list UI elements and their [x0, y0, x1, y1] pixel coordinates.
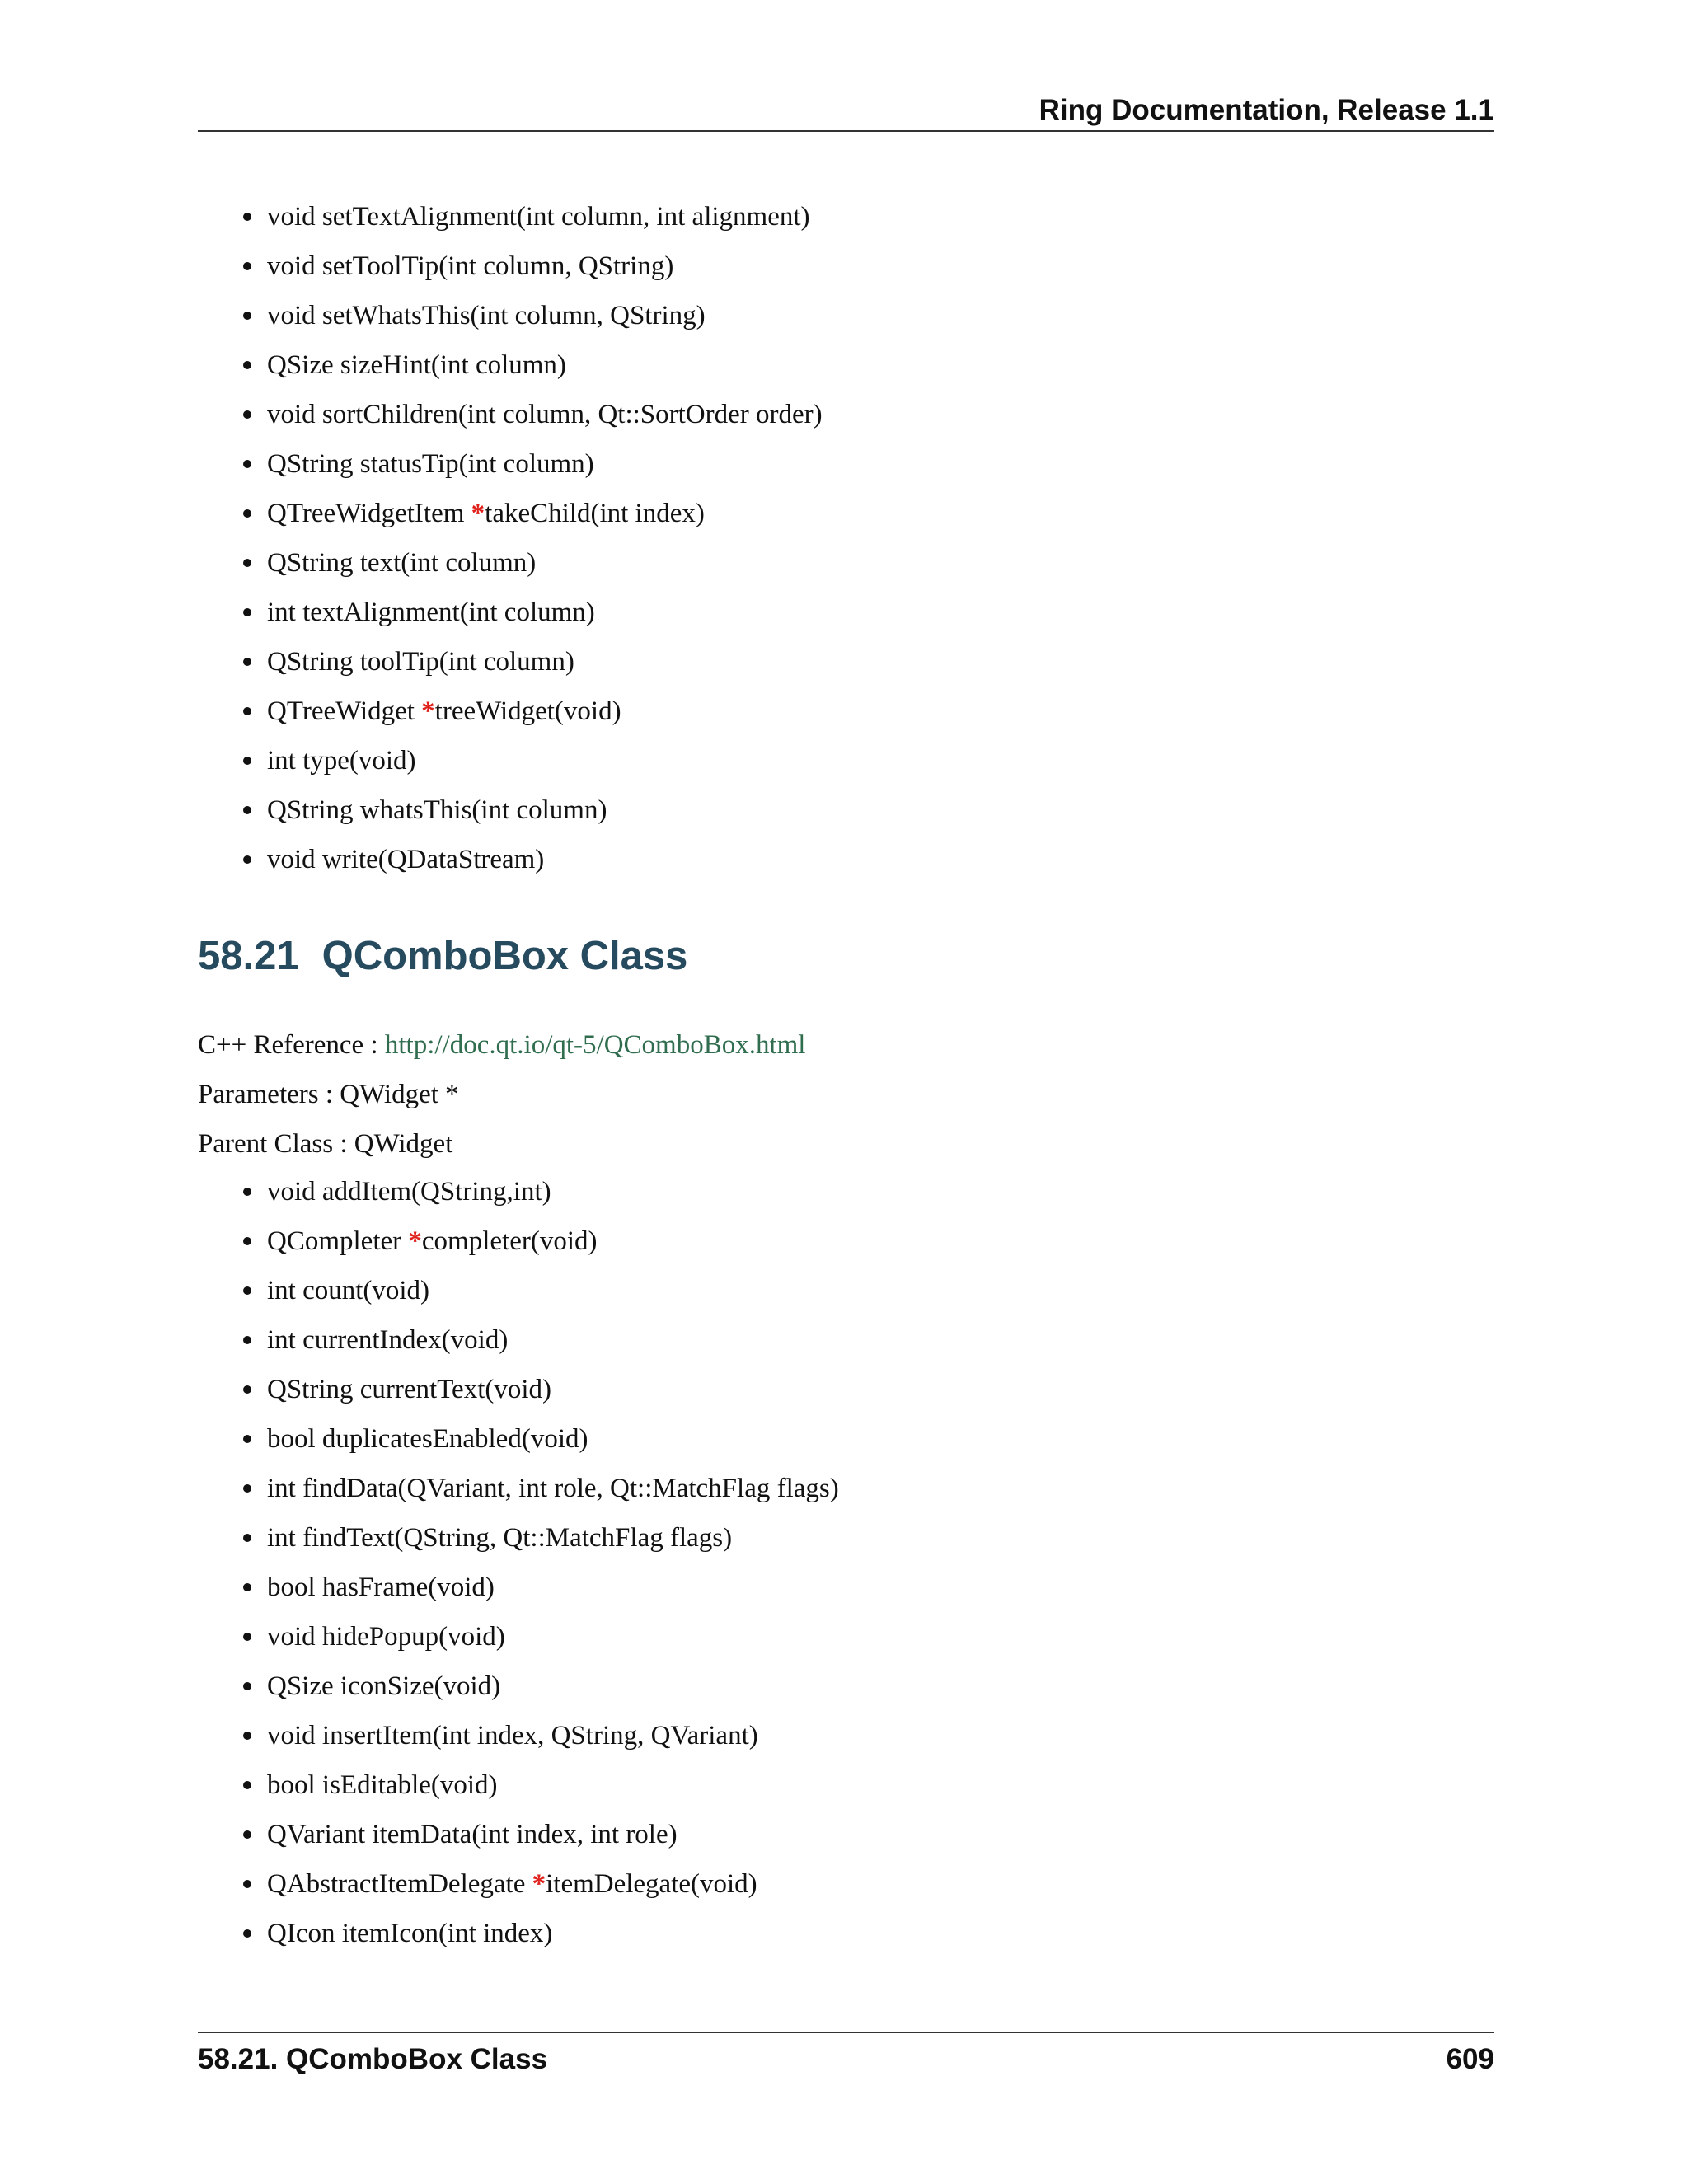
method-item: [241, 1321, 839, 1371]
method-item: [241, 1420, 839, 1469]
method-signature-rest: treeWidget(void): [434, 696, 621, 726]
section-number: 58.21: [198, 934, 299, 978]
method-signature: QString currentText(void): [267, 1375, 552, 1404]
page-number: 609: [1446, 2043, 1494, 2075]
page-footer: [198, 2032, 1494, 2083]
bullet-icon: [243, 608, 251, 616]
method-signature: int type(void): [267, 746, 416, 776]
method-signature: int textAlignment(int column): [267, 598, 595, 627]
pointer-marker: *: [471, 499, 485, 528]
method-item: [241, 1568, 839, 1618]
method-item: [241, 1519, 839, 1568]
page-header: [198, 89, 1494, 132]
bullet-icon: [243, 1880, 251, 1888]
method-signature: void setTextAlignment(int column, int alignment): [267, 202, 810, 232]
method-item: [241, 643, 823, 692]
method-item: [241, 1766, 839, 1816]
cpp-reference-label: C++ Reference :: [198, 1030, 385, 1060]
bullet-icon: [243, 1633, 251, 1641]
method-signature: QCompleter: [267, 1226, 409, 1256]
footer-section-title: 58.21. QComboBox Class: [198, 2043, 548, 2075]
bullet-icon: [243, 213, 251, 221]
bullet-icon: [243, 509, 251, 518]
method-signature: bool duplicatesEnabled(void): [267, 1424, 588, 1454]
bullet-icon: [243, 1534, 251, 1542]
bullet-icon: [243, 1188, 251, 1196]
qtreewidgetitem-method-list: [241, 198, 823, 890]
method-item: [241, 692, 823, 742]
method-signature: void setToolTip(int column, QString): [267, 251, 674, 281]
method-item: [241, 1371, 839, 1420]
section-heading: [198, 931, 687, 981]
method-item: [241, 841, 823, 890]
method-item: [241, 247, 823, 297]
method-item: [241, 1222, 839, 1272]
section-title: QComboBox Class: [321, 934, 688, 978]
method-item: [241, 198, 823, 247]
method-signature: QIcon itemIcon(int index): [267, 1919, 553, 1948]
bullet-icon: [243, 1732, 251, 1740]
method-signature-rest: takeChild(int index): [485, 499, 705, 528]
method-signature: QAbstractItemDelegate: [267, 1869, 532, 1899]
method-item: [241, 346, 823, 396]
bullet-icon: [243, 658, 251, 666]
method-item: [241, 445, 823, 494]
bullet-icon: [243, 1435, 251, 1443]
method-signature: QVariant itemData(int index, int role): [267, 1820, 678, 1849]
method-signature: QTreeWidget: [267, 696, 422, 726]
pointer-marker: *: [532, 1869, 546, 1899]
method-signature-rest: completer(void): [421, 1226, 598, 1256]
bullet-icon: [243, 757, 251, 765]
method-signature: int count(void): [267, 1276, 430, 1305]
bullet-icon: [243, 1286, 251, 1295]
method-item: [241, 1272, 839, 1321]
bullet-icon: [243, 1830, 251, 1839]
method-item: [241, 396, 823, 445]
method-item: [241, 1865, 839, 1915]
method-item: [241, 1717, 839, 1766]
bullet-icon: [243, 460, 251, 468]
parent-class-line: Parent Class : QWidget: [198, 1129, 453, 1159]
parameters-line: Parameters : QWidget *: [198, 1080, 459, 1109]
method-item: [241, 1173, 839, 1222]
document-title: Ring Documentation, Release 1.1: [1039, 94, 1494, 126]
bullet-icon: [243, 262, 251, 270]
method-signature: QString toolTip(int column): [267, 647, 574, 677]
method-item: [241, 593, 823, 643]
pointer-marker: *: [421, 696, 435, 726]
method-item: [241, 544, 823, 593]
method-signature: QString text(int column): [267, 548, 537, 578]
method-item: [241, 1816, 839, 1865]
method-signature: bool isEditable(void): [267, 1770, 498, 1800]
method-item: [241, 1667, 839, 1717]
bullet-icon: [243, 1336, 251, 1344]
method-signature: int findData(QVariant, int role, Qt::MatchFlag flags): [267, 1474, 839, 1503]
method-signature: QTreeWidgetItem: [267, 499, 471, 528]
cpp-reference-line: [198, 1026, 805, 1064]
method-signature: QString whatsThis(int column): [267, 795, 607, 825]
method-signature: void insertItem(int index, QString, QVariant): [267, 1721, 758, 1750]
qcombobox-method-list: [241, 1173, 839, 1964]
method-item: [241, 791, 823, 841]
bullet-icon: [243, 1583, 251, 1591]
method-signature: QSize iconSize(void): [267, 1671, 501, 1701]
method-signature: bool hasFrame(void): [267, 1572, 495, 1602]
method-signature: void hidePopup(void): [267, 1622, 505, 1652]
bullet-icon: [243, 410, 251, 419]
bullet-icon: [243, 1781, 251, 1789]
method-signature: QSize sizeHint(int column): [267, 350, 566, 380]
method-item: [241, 297, 823, 346]
method-signature: void addItem(QString,int): [267, 1177, 551, 1207]
bullet-icon: [243, 361, 251, 369]
bullet-icon: [243, 806, 251, 814]
method-item: [241, 742, 823, 791]
method-signature: int findText(QString, Qt::MatchFlag flags): [267, 1523, 733, 1553]
bullet-icon: [243, 312, 251, 320]
method-signature: QString statusTip(int column): [267, 449, 594, 479]
bullet-icon: [243, 1484, 251, 1493]
method-signature: void setWhatsThis(int column, QString): [267, 301, 706, 330]
method-item: [241, 1618, 839, 1667]
bullet-icon: [243, 1682, 251, 1690]
bullet-icon: [243, 1237, 251, 1245]
cpp-reference-link[interactable]: http://doc.qt.io/qt-5/QComboBox.html: [384, 1030, 806, 1060]
bullet-icon: [243, 1385, 251, 1394]
method-item: [241, 1915, 839, 1964]
method-item: [241, 1469, 839, 1519]
pointer-marker: *: [408, 1226, 422, 1256]
method-item: [241, 494, 823, 544]
method-signature: void write(QDataStream): [267, 845, 545, 874]
bullet-icon: [243, 1929, 251, 1938]
bullet-icon: [243, 559, 251, 567]
bullet-icon: [243, 855, 251, 864]
method-signature: int currentIndex(void): [267, 1325, 509, 1355]
method-signature-rest: itemDelegate(void): [546, 1869, 757, 1899]
method-signature: void sortChildren(int column, Qt::SortOrder order): [267, 400, 823, 429]
bullet-icon: [243, 707, 251, 715]
